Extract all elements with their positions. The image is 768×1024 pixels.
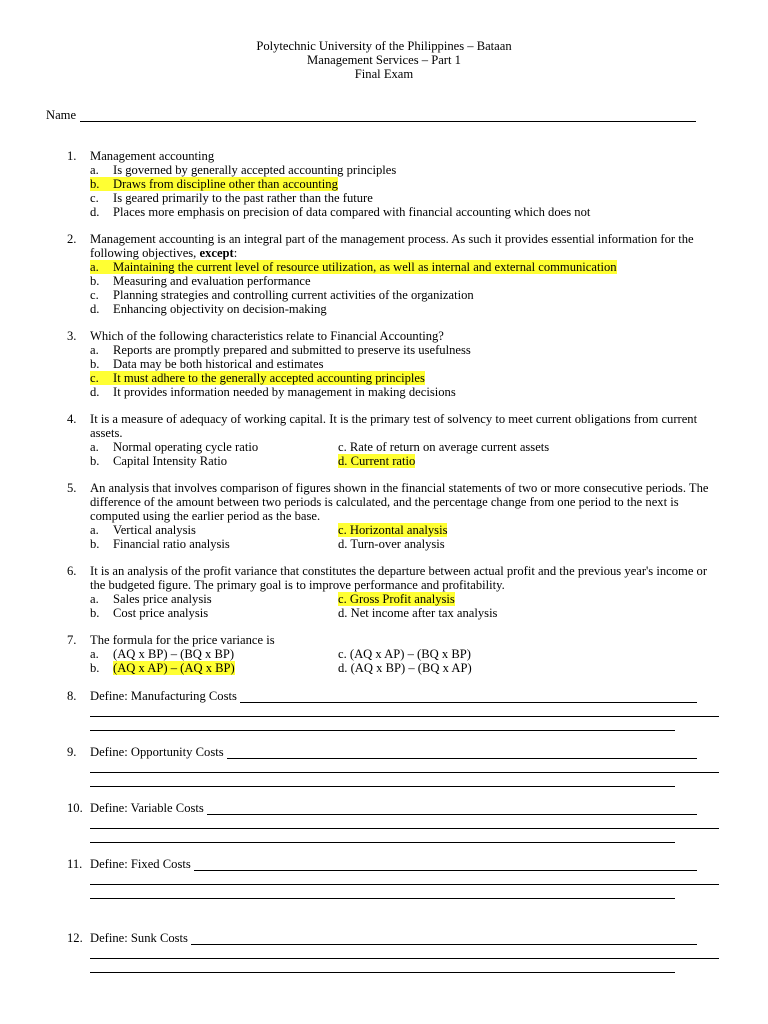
question-number: 4. [67,412,77,426]
question-4 [67,412,717,468]
option-c-answer: c. It must adhere to the generally accepted accounting principles [90,371,425,385]
question-7 [67,633,717,675]
option-b: b. Capital Intensity Ratio [90,454,228,468]
option-d: d. Net income after tax analysis [338,606,498,620]
option-a: a. Sales price analysis [90,592,212,606]
question-9 [67,745,717,787]
question-number: 10. [67,801,83,815]
answer-line[interactable] [90,703,719,717]
answer-line[interactable] [240,691,697,703]
question-text: It is a measure of adequacy of working capital. It is the primary test of solvency to meet current obligations from current assets. [90,412,698,440]
question-2 [67,232,717,316]
question-text: Define: Variable Costs [90,801,204,815]
question-number: 12. [67,931,83,945]
question-text: Define: Manufacturing Costs [90,689,237,703]
answer-line[interactable] [90,759,719,773]
answer-line[interactable] [90,871,719,885]
option-c: c. Rate of return on average current assets [338,440,550,454]
question-text: Define: Opportunity Costs [90,745,224,759]
name-label: Name [46,108,77,122]
name-blank-line[interactable] [80,110,696,122]
course-title: Management Services – Part 1 [307,53,461,67]
answer-line[interactable] [90,829,675,843]
option-a: a. Normal operating cycle ratio [90,440,259,454]
option-a: a. Vertical analysis [90,523,196,537]
option-d: d. Turn-over analysis [338,537,445,551]
question-text: The formula for the price variance is [90,633,275,647]
question-text: Define: Sunk Costs [90,931,188,945]
option-a: a. (AQ x BP) – (BQ x BP) [90,647,235,661]
question-12 [67,931,717,973]
option-c-answer: c. Horizontal analysis [338,523,448,537]
question-text: Management accounting is an integral part of the management process. As such it provides essential information for the following objectives, except: [90,232,694,260]
question-text: Which of the following characteristics relate to Financial Accounting? [90,329,444,343]
question-1 [67,149,717,219]
university-title: Polytechnic University of the Philippines – Bataan [256,39,512,53]
answer-line[interactable] [90,815,719,829]
option-b: b. Cost price analysis [90,606,209,620]
question-number: 11. [67,857,83,871]
answer-line[interactable] [227,747,697,759]
question-11 [67,857,717,899]
option-b: b. Measuring and evaluation performance [90,274,311,288]
question-5 [67,481,717,551]
option-b: b. Data may be both historical and estimates [90,357,324,371]
question-text: Define: Fixed Costs [90,857,191,871]
answer-line[interactable] [90,885,675,899]
question-number: 5. [67,481,77,495]
question-text: Management accounting [90,149,215,163]
answer-line[interactable] [191,933,697,945]
question-text: It is an analysis of the profit variance that constitutes the departure between actual profit and the previous year's income or the budgeted figure. The primary goal is to improve performance and profitability. [90,564,708,592]
option-b-answer: b. Draws from discipline other than accounting [90,177,338,191]
question-10 [67,801,717,843]
option-c-answer: c. Gross Profit analysis [338,592,455,606]
option-d-answer: d. Current ratio [338,454,416,468]
answer-line[interactable] [90,945,719,959]
option-c: c. (AQ x AP) – (BQ x BP) [338,647,471,661]
option-b: b. Financial ratio analysis [90,537,230,551]
except-emphasis: except [199,246,234,260]
question-number: 3. [67,329,77,343]
name-field[interactable] [46,108,696,122]
question-6 [67,564,717,620]
question-number: 2. [67,232,77,246]
option-b-answer: b. (AQ x AP) – (AQ x BP) [90,661,235,675]
answer-line[interactable] [207,803,697,815]
question-number: 6. [67,564,77,578]
question-text: An analysis that involves comparison of figures shown in the financial statements of two or more consecutive periods. The difference of the amount between two periods is calculated, and the percentage change from one period to the next is computed using the earlier period as the base. [90,481,709,523]
question-number: 7. [67,633,77,647]
option-a: a. Is governed by generally accepted accounting principles [90,163,397,177]
answer-line[interactable] [90,959,675,973]
answer-line[interactable] [90,773,675,787]
option-a-answer: a. Maintaining the current level of resource utilization, as well as internal and external communication [90,260,617,274]
exam-title: Final Exam [354,67,414,81]
answer-line[interactable] [194,859,697,871]
question-number: 9. [67,745,77,759]
option-c: c. Planning strategies and controlling current activities of the organization [90,288,474,302]
exam-header [0,39,768,81]
question-number: 8. [67,689,77,703]
option-d: d. Places more emphasis on precision of data compared with financial accounting which does not [90,205,591,219]
option-d: d. It provides information needed by management in making decisions [90,385,456,399]
option-d: d. Enhancing objectivity on decision-making [90,302,327,316]
question-8 [67,689,717,731]
question-number: 1. [67,149,77,163]
answer-line[interactable] [90,717,675,731]
option-c: c. Is geared primarily to the past rather than the future [90,191,373,205]
option-a: a. Reports are promptly prepared and submitted to preserve its usefulness [90,343,471,357]
option-d: d. (AQ x BP) – (BQ x AP) [338,661,472,675]
question-3 [67,329,717,399]
